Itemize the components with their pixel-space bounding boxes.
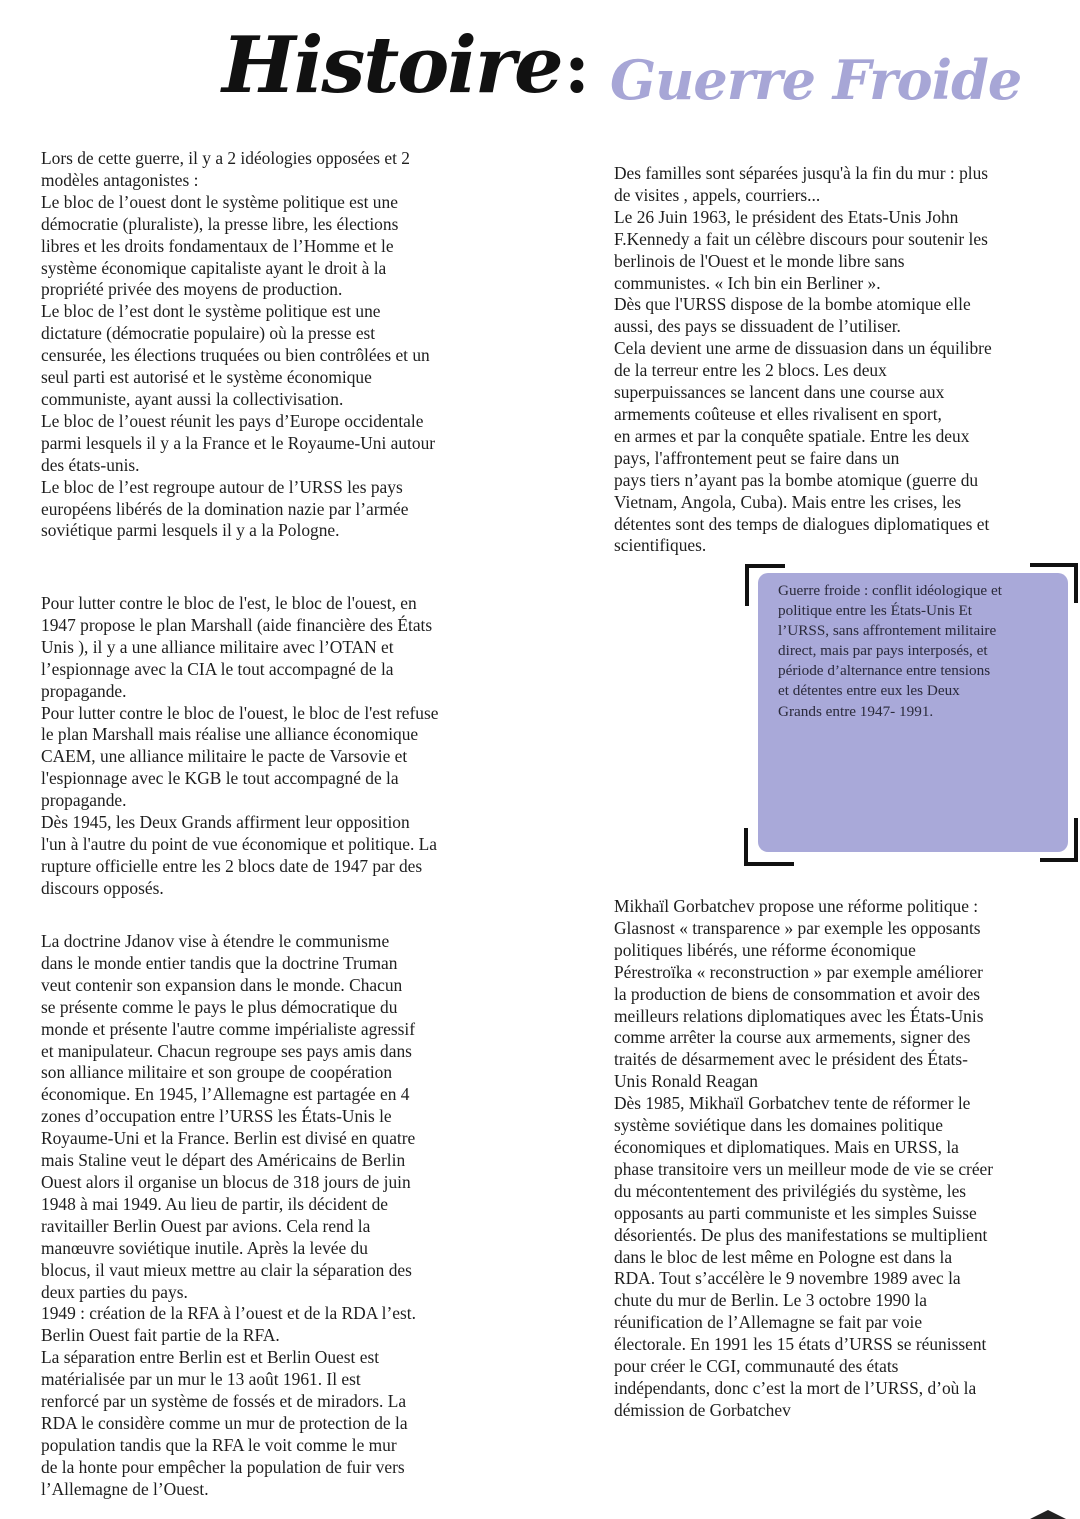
paragraph-mur-dissuasion: Des familles sont séparées jusqu'à la fin du mur : plus de visites , appels, courriers... Le 26 Juin 1963, le président des Etats-Unis John F.Kennedy a fait un célèbre discours pour soutenir les berlinois de l'Ouest et le monde libre sans communistes. « Ich bin ein Berliner ». Dès que l'URSS dispose de la bombe atomique elle aussi, des pays se dissuadent de l’utiliser. Cela devient une arme de dissuasion dans un équilibre de la terreur entre les 2 blocs. Les deux superpuissances se lancent dans une course aux armements coûteuse et elles rivalisent en sport, en armes et par la conquête spatiale. Entre les deux pays, l'affrontement peut se faire dans un pays tiers n’ayant pas la bombe atomique (guerre du Vietnam, Angola, Cuba). Mais entre les crises, les détentes sont des temps de dialogues diplomatiques et scientifiques. [614,163,992,556]
paragraph-ideologies: Lors de cette guerre, il y a 2 idéologies opposées et 2 modèles antagonistes : Le bloc de l’ouest dont le système politique est une démocratie (pluraliste), la presse libre, les élections libres et les droits fondamentaux de l’Homme et le système économique capitaliste ayant le droit à la propriété privée des moyens de production. Le bloc de l’est dont le système politique est une dictature (démocratie populaire) où la presse est censurée, les élections truquées ou bien contrôlées et un seul parti est autorisé et le système économique communiste, ayant aussi la collectivisation. Le bloc de l’ouest réunit les pays d’Europe occidentale parmi lesquels il y a la France et le Royaume-Uni autour des états-unis. Le bloc de l’est regroupe autour de l’URSS les pays européens libérés de la domination nazie par l’armée soviétique parmi lesquels il y a la Pologne. [41,148,436,541]
paragraph-doctrines-berlin: La doctrine Jdanov vise à étendre le communisme dans le monde entier tandis que la doctrine Truman veut contenir son expansion dans le monde. Chacun se présente comme le pays le plus démocratique du monde et présente l'autre comme impérialiste agressif et manipulateur. Chacun regroupe ses pays amis dans son alliance militaire et son groupe de coopération économique. En 1945, l’Allemagne est partagée en 4 zones d’occupation entre l’URSS les États-Unis le Royaume-Uni et la France. Berlin est divisé en quatre mais Staline veut le départ des Américains de Berlin Ouest alors il organise un blocus de 318 jours de juin 1948 à mai 1949. Au lieu de partir, ils décident de ravitailler Berlin Ouest par avions. Cela rend la manœuvre soviétique inutile. Après la levée du blocus, il vaut mieux mettre au clair la séparation des deux parties du pays. 1949 : création de la RFA à l’ouest et de la RDA l’est. Berlin Ouest fait partie de la RFA. La séparation entre Berlin est et Berlin Ouest est matérialisée par un mur le 13 août 1961. Il est renforcé par un système de fossés et de miradors. La RDA le considère comme un mur de protection de la population tandis que la RFA le voit comme le mur de la honte pour empêcher la population de fuir vers l’Allemagne de l’Ouest. [41,931,416,1499]
bracket-bottom-right [1040,818,1078,862]
paragraph-gorbatchev: Mikhaïl Gorbatchev propose une réforme politique : Glasnost « transparence » par exemple les opposants politiques libérés, une réforme économique Pérestroïka « reconstruction » par exemple améliorer la production de biens de consommation et avoir des meilleurs relations diplomatiques avec les États-Unis comme arrêter la course aux armements, signer des traités de désarmement avec le président des États- Unis Ronald Reagan Dès 1985, Mikhaïl Gorbatchev tente de réformer le système soviétique dans les domaines politique économiques et diplomatiques. Mais en URSS, la phase transitoire vers un meilleur mode de vie se créer du mécontentement des privilégiés du système, les opposants au parti communiste et les simples Suisse désorientés. De plus des manifestations se multiplient dans le bloc de lest même en Pologne est dans la RDA. Tout s’accélère le 9 novembre 1989 avec la chute du mur de Berlin. Le 3 octobre 1990 la réunification de l’Allemagne se fait par voie électorale. En 1991 les 15 états d’URSS se réunissent pour créer le CGI, communauté des états indépendants, donc c’est la mort de l’URSS, d’où la démission de Gorbatchev [614,896,994,1420]
paragraph-blocs-strategies: Pour lutter contre le bloc de l'est, le bloc de l'ouest, en 1947 propose le plan Marshall (aide financière des États Unis ), il y a une alliance militaire avec l’OTAN et l’espionnage avec la CIA le tout accompagné de la propagande. Pour lutter contre le bloc de l'ouest, le bloc de l'est refuse le plan Marshall mais réalise une alliance économique CAEM, une alliance militaire le pacte de Varsovie et l'espionnage avec le KGB le tout accompagné de la propagande. Dès 1945, les Deux Grands affirment leur opposition l'un à l'autre du point de vue économique et politique. La rupture officielle entre les 2 blocs date de 1947 par des discours opposés. [41,593,439,898]
title-main: Histoire [222,20,562,111]
title-colon: : [564,26,590,109]
bracket-top-left [745,564,785,606]
definition-text: Guerre froide : conflit idéologique et politique entre les États-Unis Et l’URSS, sans affrontement militaire direct, mais par pays interposés, et période d’alternance entre tensions et détentes entre eux les Deux Grands entre 1947- 1991. [778,582,1002,720]
bracket-top-right [1030,563,1078,603]
page-corner-mark [1030,1510,1066,1519]
title-subtitle: Guerre Froide [610,48,1022,112]
bracket-bottom-left [744,828,794,866]
page-title [222,20,1022,130]
